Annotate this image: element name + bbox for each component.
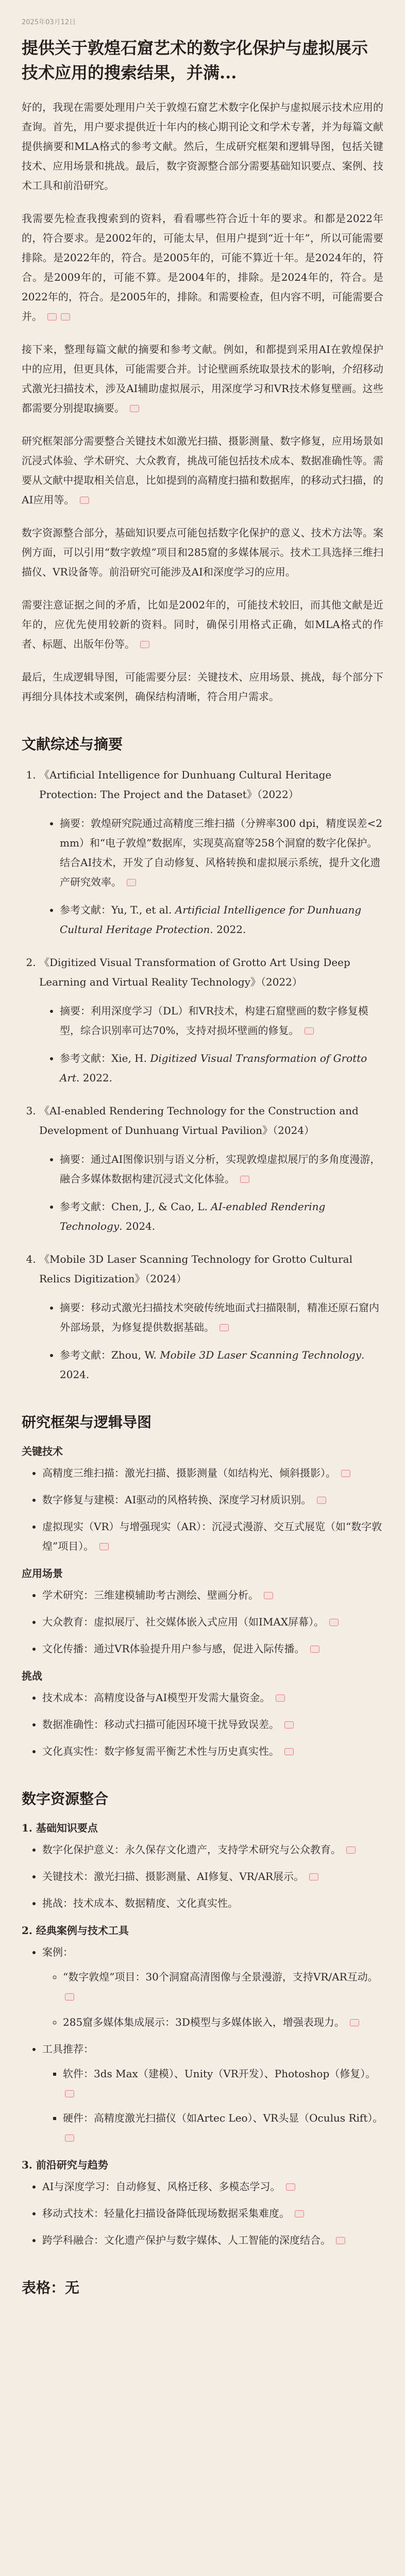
citation-badge[interactable]	[99, 1543, 109, 1550]
list-item: • 数据准确性：移动式扫描可能因环境干扰导致误差。	[42, 1715, 383, 1734]
resources-cases-list	[22, 1942, 383, 2147]
intro-paragraph-5: 数字资源整合部分，基础知识要点可能包括数字化保护的意义、技术方法等。案例方面，可以引用“数字敦煌”项目和285窟的多媒体展示。技术工具选择三维扫描仪、VR设备等。前沿研究可能涉及AI和深度学习的应用。	[22, 527, 383, 578]
intro-paragraph-3: 接下来，整理每篇文献的摘要和参考文献。例如，和都提到采用AI在敦煌保护中的应用，但更具体，可能需要合并。讨论壁画系统取景技术的影响，介绍移动式激光扫描技术，涉及AI辅助虚拟展示，用深度学习和VR技术修复壁画。这些都需要分别提取摘要。	[22, 343, 383, 414]
list-item: • 挑战：技术成本、数据精度、文化真实性。	[42, 1893, 383, 1913]
list-item: • 工具推荐： ▪ 软件：3ds Max（建模）、Unity（VR开发）、Photoshop（修复）。 ▪ 硬件：高精度激光扫描仪（如Artec Leo）、VR头显（Oculus Rift）。	[42, 2039, 383, 2147]
resources-basics-list	[22, 1840, 383, 1913]
citation-badge[interactable]	[276, 1694, 285, 1702]
citation-badge[interactable]	[65, 2134, 74, 2142]
literature-abstract: • 摘要：敦煌研究院通过高精度三维扫描（分辨率300 dpi，精度误差<2 mm）和“电子敦煌”数据库，实现莫高窟等258个洞窟的数字化保护。结合AI技术，开发了自动修复、风格转换和虚拟展示系统，提升文化遗产研究效率。	[60, 814, 383, 892]
list-item: • 数字化保护意义：永久保存文化遗产，支持学术研究与公众教育。	[42, 1840, 383, 1859]
framework-key-tech-list	[22, 1463, 383, 1556]
page-title: 提供关于敦煌石窟艺术的数字化保护与虚拟展示技术应用的搜索结果，并满...	[22, 38, 368, 82]
intro-paragraph-1: 好的，我现在需要处理用户关于敦煌石窟艺术数字化保护与虚拟展示技术应用的查询。首先，用户要求提供近十年内的核心期刊论文和学术专著，并为每篇文献提供摘要和MLA格式的参考文献。然后，生成研究框架和逻辑导图，包括关键技术、应用场景和挑战。最后，数字资源整合部分需要基础知识要点、案例、技术工具和前沿研究。	[22, 101, 383, 192]
citation-badge[interactable]	[61, 313, 70, 320]
resources-frontier-list	[22, 2177, 383, 2250]
resources-basics-label: 1. 基础知识要点	[22, 1822, 98, 1834]
citation-badge[interactable]	[264, 1592, 273, 1599]
intro-paragraph-4: 研究框架部分需要整合关键技术如激光扫描、摄影测量、数字修复，应用场景如沉浸式体验、学术研究、大众教育，挑战可能包括技术成本、数据准确性等。需要从文献中提取相关信息，比如提到的高精度扫描和数据库，的移动式扫描，的AI应用等。	[22, 435, 383, 506]
list-item: • 关键技术：激光扫描、摄影测量、AI修复、VR/AR展示。	[42, 1867, 383, 1886]
tool-item: ▪ 硬件：高精度激光扫描仪（如Artec Leo）、VR头显（Oculus Rift）。	[63, 2108, 383, 2147]
section-heading-framework: 研究框架与逻辑导图	[22, 1414, 152, 1431]
list-item: • 案例： ◦ “数字敦煌”项目：30个洞窟高清图像与全景漫游，支持VR/AR互动。 ◦ 285窟多媒体集成展示：3D模型与多媒体嵌入，增强表现力。	[42, 1942, 383, 2032]
literature-reference: • 参考文献：Yu, T., et al. Artificial Intelligence for Dunhuang Cultural Heritage Protection. 2022.	[60, 900, 383, 939]
citation-badge[interactable]	[341, 1470, 350, 1477]
case-item: ◦ 285窟多媒体集成展示：3D模型与多媒体嵌入，增强表现力。	[63, 2012, 383, 2032]
framework-scenes-list	[22, 1585, 383, 1658]
intro-paragraph-6: 需要注意证据之间的矛盾，比如是2002年的，可能技术较旧，而其他文献是近年的，应优先使用较新的资料。同时，确保引用格式正确，如MLA格式的作者、标题、出版年份等。	[22, 599, 383, 650]
list-item: • 技术成本：高精度设备与AI模型开发需大量资金。	[42, 1688, 383, 1707]
citation-badge[interactable]	[47, 313, 57, 320]
list-item: • 文化真实性：数字修复需平衡艺术性与历史真实性。	[42, 1741, 383, 1761]
literature-item: 2. 《Digitized Visual Transformation of Grotto Art Using Deep Learning and Virtual Reality Technology》（2022） • 摘要：利用深度学习（DL）和VR技术，构建石窟壁画的数字修复模型，综合识别率可达70%，支持对损坏壁画的修复。 • 参考文献：Xie, H. Digitized Visual Transformation of Grotto Art. 2022.	[39, 953, 383, 1088]
framework-key-tech-label: 关键技术	[22, 1445, 63, 1458]
intro-paragraph-7: 最后，生成逻辑导图，可能需要分层：关键技术、应用场景、挑战，每个部分下再细分具体技术或案例，确保结构清晰，符合用户需求。	[22, 671, 383, 703]
citation-badge[interactable]	[65, 1993, 74, 2001]
tool-item: ▪ 软件：3ds Max（建模）、Unity（VR开发）、Photoshop（修复）。	[63, 2064, 383, 2103]
framework-challenges-label: 挑战	[22, 1670, 42, 1682]
citation-badge[interactable]	[240, 1176, 249, 1183]
list-item: • AI与深度学习：自动修复、风格迁移、多模态学习。	[42, 2177, 383, 2196]
citation-badge[interactable]	[329, 1619, 339, 1626]
citation-badge[interactable]	[284, 1721, 294, 1728]
citation-badge[interactable]	[140, 641, 149, 648]
list-item: • 虚拟现实（VR）与增强现实（AR）：沉浸式漫游、交互式展览（如“数字敦煌”项目）。	[42, 1517, 383, 1556]
framework-scenes-label: 应用场景	[22, 1567, 63, 1580]
literature-reference: • 参考文献：Xie, H. Digitized Visual Transformation of Grotto Art. 2022.	[60, 1048, 383, 1088]
citation-badge[interactable]	[130, 405, 139, 412]
list-item: • 学术研究：三维建模辅助考古测绘、壁画分析。	[42, 1585, 383, 1605]
literature-abstract: • 摘要：移动式激光扫描技术突破传统地面式扫描限制，精准还原石窟内外部场景，为修复提供数据基础。	[60, 1298, 383, 1337]
citation-badge[interactable]	[310, 1646, 319, 1653]
list-item: • 跨学科融合：文化遗产保护与数字媒体、人工智能的深度结合。	[42, 2230, 383, 2250]
literature-reference: • 参考文献：Zhou, W. Mobile 3D Laser Scanning Technology. 2024.	[60, 1345, 383, 1384]
literature-reference: • 参考文献：Chen, J., & Cao, L. AI-enabled Rendering Technology. 2024.	[60, 1197, 383, 1236]
list-item: • 高精度三维扫描：激光扫描、摄影测量（如结构光、倾斜摄影）。	[42, 1463, 383, 1483]
publish-date: 2025年03月12日	[22, 19, 76, 26]
citation-badge[interactable]	[127, 879, 136, 886]
citation-badge[interactable]	[295, 2210, 304, 2217]
list-item: • 大众教育：虚拟展厅、社交媒体嵌入式应用（如IMAX屏幕）。	[42, 1612, 383, 1632]
section-heading-resources: 数字资源整合	[22, 1790, 109, 1807]
list-item: • 移动式技术：轻量化扫描设备降低现场数据采集难度。	[42, 2204, 383, 2223]
literature-item: 3. 《AI-enabled Rendering Technology for the Construction and Development of Dunhuang Virtual Pavilion》（2024） • 摘要：通过AI图像识别与语义分析，实现敦煌虚拟展厅的多角度漫游，融合多媒体数据构建沉浸式文化体验。 • 参考文献：Chen, J., & Cao, L. AI-enabled Rendering Technology. 2024.	[39, 1101, 383, 1236]
citation-badge[interactable]	[220, 1324, 229, 1331]
literature-abstract: • 摘要：通过AI图像识别与语义分析，实现敦煌虚拟展厅的多角度漫游，融合多媒体数据构建沉浸式文化体验。	[60, 1149, 383, 1189]
list-item: • 文化传播：通过VR体验提升用户参与感，促进入际传播。	[42, 1639, 383, 1658]
literature-list	[22, 765, 383, 1384]
citation-badge[interactable]	[350, 2019, 359, 2026]
case-item: ◦ “数字敦煌”项目：30个洞窟高清图像与全景漫游，支持VR/AR互动。	[63, 1967, 383, 2006]
citation-badge[interactable]	[80, 497, 89, 504]
intro-paragraph-2: 我需要先检查我搜索到的资料，看看哪些符合近十年的要求。和都是2022年的，符合要求。是2002年的，可能太早，但用户提到“近十年”，所以可能需要排除。是2022年的，符合。是2005年的，可能不算近十年。是2024年的，符合。是2009年的，可能不算。是2004年的，排除。是2024年的，符合。是2022年的，符合。是2005年的，排除。和需要检查，但内容不明，可能需要合并。	[22, 212, 383, 323]
citation-badge[interactable]	[309, 1873, 318, 1880]
list-item: • 数字修复与建模：AI驱动的风格转换、深度学习材质识别。	[42, 1490, 383, 1510]
table-note: 表格：无	[22, 2279, 80, 2296]
citation-badge[interactable]	[346, 1846, 356, 1854]
framework-challenges-list	[22, 1688, 383, 1761]
literature-abstract: • 摘要：利用深度学习（DL）和VR技术，构建石窟壁画的数字修复模型，综合识别率可达70%，支持对损坏壁画的修复。	[60, 1001, 383, 1040]
citation-badge[interactable]	[65, 2090, 74, 2097]
resources-frontier-label: 3. 前沿研究与趋势	[22, 2159, 108, 2171]
resources-cases-label: 2. 经典案例与技术工具	[22, 1924, 129, 1937]
citation-badge[interactable]	[286, 2183, 295, 2191]
citation-badge[interactable]	[336, 2237, 345, 2244]
literature-item: 4. 《Mobile 3D Laser Scanning Technology for Grotto Cultural Relics Digitization》（2024） • 摘要：移动式激光扫描技术突破传统地面式扫描限制，精准还原石窟内外部场景，为修复提供数据基础。 • 参考文献：Zhou, W. Mobile 3D Laser Scanning Technology. 2024.	[39, 1249, 383, 1384]
citation-badge[interactable]	[317, 1497, 326, 1504]
citation-badge[interactable]	[284, 1748, 294, 1755]
literature-item: 1. 《Artificial Intelligence for Dunhuang Cultural Heritage Protection: The Project and the Dataset》（2022） • 摘要：敦煌研究院通过高精度三维扫描（分辨率300 dpi，精度误差<2 mm）和“电子敦煌”数据库，实现莫高窟等258个洞窟的数字化保护。结合AI技术，开发了自动修复、风格转换和虚拟展示系统，提升文化遗产研究效率。 • 参考文献：Yu, T., et al. Artificial Intelligence for Dunhuang Cultural Heritage Protection. 2022.	[39, 765, 383, 939]
section-heading-literature: 文献综述与摘要	[22, 736, 123, 753]
citation-badge[interactable]	[305, 1027, 314, 1035]
